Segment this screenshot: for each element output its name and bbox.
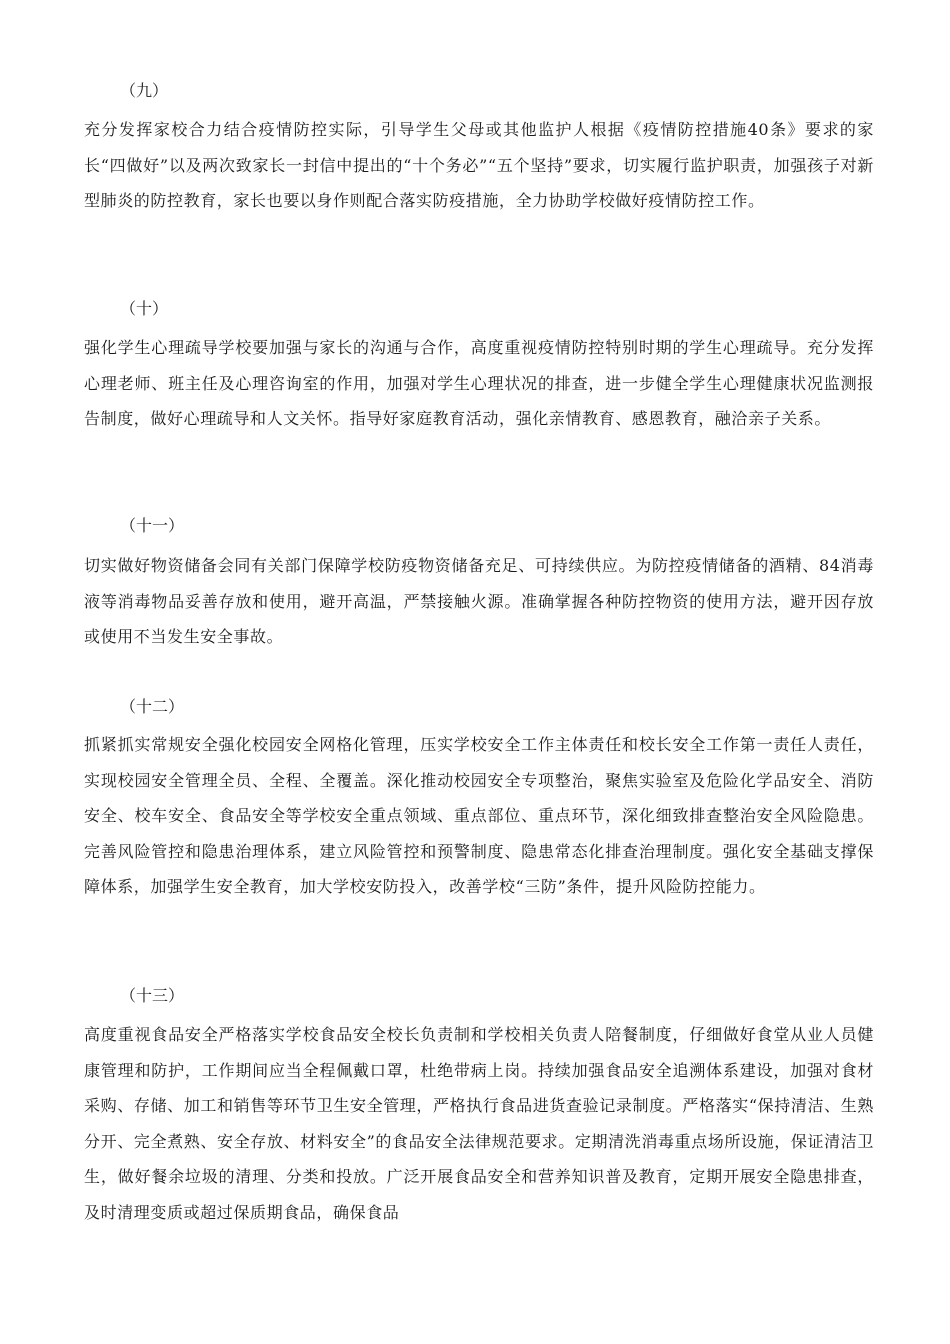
section-body-10: 强化学生心理疏导学校要加强与家长的沟通与合作，高度重视疫情防控特别时期的学生心理疏导。充分发挥心理老师、班主任及心理咨询室的作用，加强对学生心理状况的排查，进一步健全学生心理健康状况监测报告制度，做好心理疏导和人文关怀。指导好家庭教育活动，强化亲情教育、感恩教育，融洽亲子关系。 (84, 338, 874, 428)
section-heading-13: （十三） (120, 986, 185, 1005)
section-body-11: 切实做好物资储备会同有关部门保障学校防疫物资储备充足、可持续供应。为防控疫情储备的酒精、84消毒液等消毒物品妥善存放和使用，避开高温，严禁接触火源。准确掌握各种防控物资的使用方法，避开因存放或使用不当发生安全事故。 (84, 556, 874, 646)
section-body-13: 高度重视食品安全严格落实学校食品安全校长负责制和学校相关负责人陪餐制度，仔细做好食堂从业人员健康管理和防护，工作期间应当全程佩戴口罩，杜绝带病上岗。持续加强食品安全追溯体系建设，加强对食材采购、存储、加工和销售等环节卫生安全管理，严格执行食品进货查验记录制度。严格落实“保持清洁、生熟分开、完全煮熟、安全存放、材料安全”的食品安全法律规范要求。定期清洗消毒重点场所设施，保证清洁卫生，做好餐余垃圾的清理、分类和投放。广泛开展食品安全和营养知识普及教育，定期开展安全隐患排查，及时清理变质或超过保质期食品，确保食品 (84, 1025, 874, 1222)
section-heading-10: （十） (120, 299, 169, 318)
section-body-12: 抓紧抓实常规安全强化校园安全网格化管理，压实学校安全工作主体责任和校长安全工作第一责任人责任，实现校园安全管理全员、全程、全覆盖。深化推动校园安全专项整治，聚焦实验室及危险化学品安全、消防安全、校车安全、食品安全等学校安全重点领域、重点部位、重点环节，深化细致排查整治安全风险隐患。完善风险管控和隐患治理体系，建立风险管控和预警制度、隐患常态化排查治理制度。强化安全基础支撑保障体系，加强学生安全教育，加大学校安防投入，改善学校“三防”条件，提升风险防控能力。 (84, 735, 874, 896)
section-heading-12: （十二） (120, 697, 185, 716)
section-heading-11: （十一） (120, 516, 185, 535)
section-heading-9: （九） (120, 81, 169, 100)
section-body-9: 充分发挥家校合力结合疫情防控实际，引导学生父母或其他监护人根据《疫情防控措施40条》要求的家长“四做好”以及两次致家长一封信中提出的“十个务必”“五个坚持”要求，切实履行监护职责，加强孩子对新型肺炎的防控教育，家长也要以身作则配合落实防疫措施，全力协助学校做好疫情防控工作。 (84, 120, 874, 210)
